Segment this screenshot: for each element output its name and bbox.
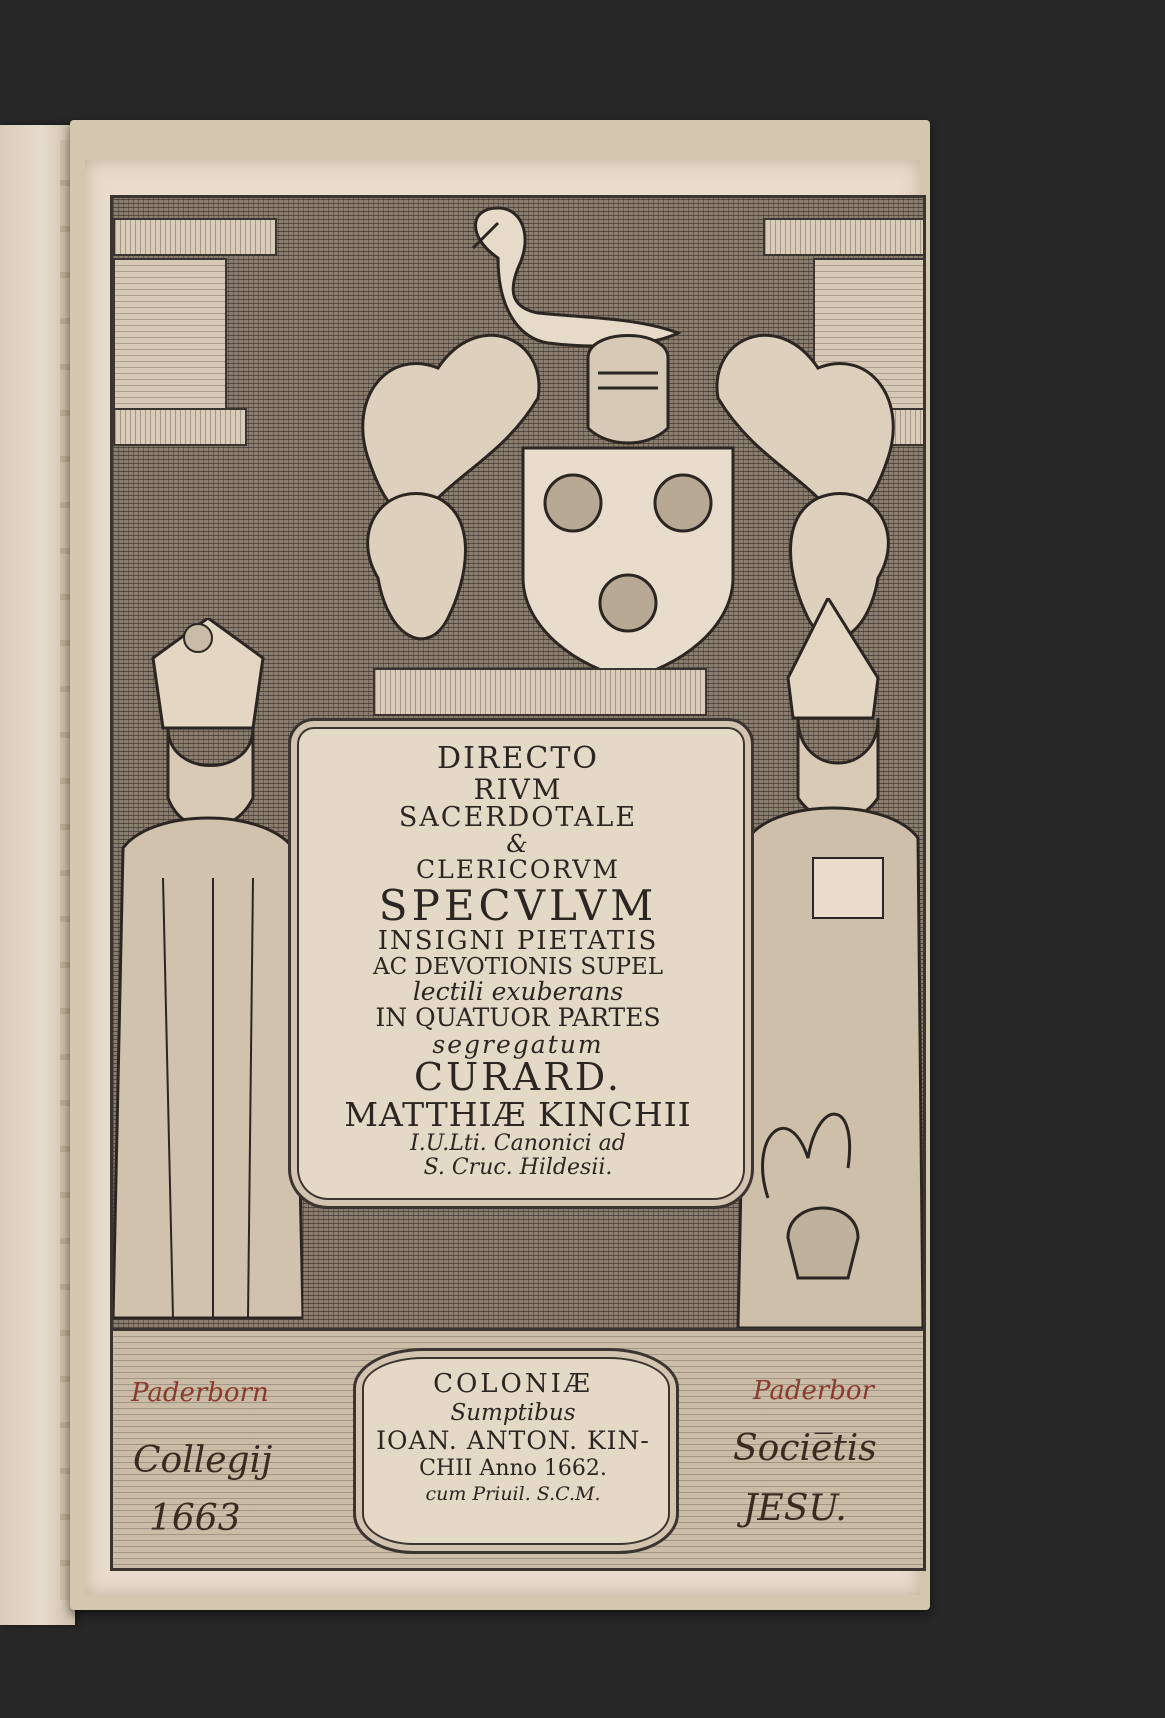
title-line: MATTHIÆ KINCHII xyxy=(344,1094,692,1134)
left-mid-cornice xyxy=(113,408,247,446)
swan-crest-icon xyxy=(473,208,678,346)
imprint-line: Sumptibus xyxy=(450,1399,576,1426)
title-line: IN QUATUOR PARTES xyxy=(375,1003,661,1033)
title-line: & xyxy=(506,830,530,859)
ownership-inscription-left: Paderborn xyxy=(131,1378,269,1408)
left-upper-pillar xyxy=(113,258,227,412)
inscription-societatis: Socie̅tis xyxy=(733,1428,877,1469)
ownership-inscription-right: Paderbor xyxy=(753,1376,875,1406)
shield-icon xyxy=(523,448,733,678)
right-bishop-figure xyxy=(728,598,923,1328)
imprint-line: COLONIÆ xyxy=(433,1369,593,1399)
title-line: I.U.Lti. Canonici ad xyxy=(410,1131,626,1157)
title-line: RIVM xyxy=(473,772,563,806)
title-line: S. Cruc. Hildesii. xyxy=(423,1154,613,1180)
helmet-icon xyxy=(588,336,668,444)
crest-pedestal xyxy=(373,668,707,716)
imprint-line: cum Priuil. S.C.M. xyxy=(425,1482,601,1505)
left-cornice xyxy=(113,218,277,256)
title-line: lectili exuberans xyxy=(412,977,624,1007)
title-line: CURARD. xyxy=(414,1054,622,1099)
book-icon xyxy=(813,858,883,918)
title-line: DIRECTO xyxy=(437,741,599,776)
orb-icon xyxy=(184,624,212,652)
robe xyxy=(113,818,303,1318)
bearded-face xyxy=(798,718,878,821)
inscription-year: 1663 xyxy=(149,1498,241,1539)
bearded-face xyxy=(168,728,253,828)
censer-icon xyxy=(788,1208,858,1278)
imprint-block xyxy=(363,1370,663,1506)
mitre-icon xyxy=(788,598,878,718)
title-line: SPECVLVM xyxy=(378,880,658,930)
title-line: INSIGNI PIETATIS xyxy=(377,925,659,956)
title-block xyxy=(303,743,733,1179)
imprint-line: IOAN. ANTON. KIN- xyxy=(376,1426,650,1456)
title-line: segregatum xyxy=(432,1029,604,1059)
left-bishop-figure xyxy=(113,618,303,1328)
inscription-jesu: JESU. xyxy=(743,1488,847,1529)
title-line: SACERDOTALE xyxy=(398,801,638,833)
imprint-line: CHII Anno 1662. xyxy=(419,1456,607,1482)
title-line: AC DEVOTIONIS SUPEL xyxy=(372,954,664,981)
engraved-plate xyxy=(110,195,926,1571)
inscription-collegij: Collegij xyxy=(133,1440,273,1481)
title-line: CLERICORVM xyxy=(416,855,620,885)
